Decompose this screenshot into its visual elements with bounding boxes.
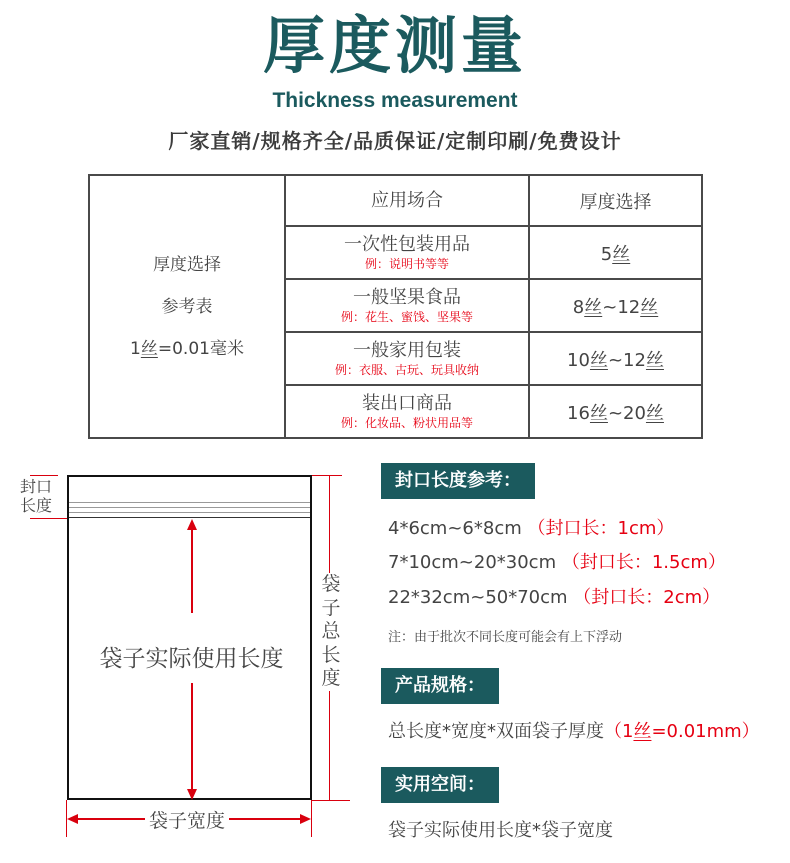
seal-reference-heading: 封口长度参考： bbox=[381, 463, 535, 499]
thickness-min: 10 bbox=[567, 349, 590, 371]
char: 度 bbox=[321, 667, 341, 689]
seal-reference-item bbox=[388, 551, 726, 575]
spec-unit-note bbox=[604, 721, 760, 742]
arrow-right-icon bbox=[300, 814, 311, 824]
product-spec-heading: 产品规格： bbox=[381, 668, 499, 704]
thickness-min: 8 bbox=[572, 296, 585, 318]
unit: 丝 bbox=[645, 402, 664, 424]
application-cell bbox=[285, 226, 529, 279]
char: 子 bbox=[321, 596, 341, 619]
thickness-cell bbox=[529, 279, 702, 332]
actual-length-line-top bbox=[191, 529, 193, 613]
thickness-min: 5 bbox=[600, 243, 613, 265]
unit: 丝 bbox=[633, 721, 652, 742]
seal-reference-item bbox=[388, 586, 720, 610]
actual-length-label: 袋子实际使用长度 bbox=[99, 646, 284, 672]
total-top-guide bbox=[312, 475, 342, 476]
page-title: 厚度测量 bbox=[262, 9, 527, 82]
total-length-label bbox=[318, 573, 344, 691]
product-spec-text bbox=[388, 720, 760, 744]
application-example: 例：化妆品、粉状用品等 bbox=[340, 415, 473, 430]
size-range: 22*32cm~50*70cm bbox=[388, 587, 568, 608]
thickness-max: 20 bbox=[623, 402, 646, 424]
width-right-guide bbox=[311, 800, 312, 837]
column-header-thickness: 厚度选择 bbox=[529, 175, 702, 226]
application-name: 一般坚果食品 bbox=[353, 286, 461, 308]
actual-length-line-bottom bbox=[191, 683, 193, 789]
seal-reference-item bbox=[388, 517, 674, 541]
unit-note-open: （1 bbox=[604, 721, 634, 742]
unit: 丝 bbox=[589, 349, 608, 371]
spec-formula: 总长度*宽度*双面袋子厚度 bbox=[388, 721, 604, 742]
range-sep: ~ bbox=[602, 296, 618, 318]
application-example: 例：衣服、古玩、玩具收纳 bbox=[334, 362, 479, 377]
thickness-max: 12 bbox=[617, 296, 641, 318]
thickness-max: 12 bbox=[623, 349, 646, 371]
range-sep: ~ bbox=[607, 349, 624, 371]
application-name: 装出口商品 bbox=[362, 392, 452, 414]
char: 长 bbox=[321, 643, 341, 666]
seal-length: （封口长：1cm） bbox=[527, 518, 675, 539]
left-cell-line1: 厚度选择 bbox=[153, 254, 221, 275]
application-cell bbox=[285, 279, 529, 332]
seal-top-guide bbox=[30, 475, 58, 476]
thickness-table bbox=[88, 174, 703, 439]
application-cell bbox=[285, 332, 529, 385]
thickness-cell bbox=[529, 385, 702, 438]
seal-bottom-line bbox=[69, 517, 310, 518]
total-bottom-guide bbox=[312, 800, 350, 801]
seal-note: 注：由于批次不同长度可能会有上下浮动 bbox=[388, 630, 623, 645]
table-left-cell bbox=[89, 175, 285, 438]
column-header-application: 应用场合 bbox=[285, 175, 529, 226]
left-cell-line3 bbox=[90, 328, 284, 370]
unit: 丝 bbox=[640, 296, 659, 318]
slogan: 厂家直销/规格齐全/品质保证/定制印刷/免费设计 bbox=[168, 129, 622, 153]
range-sep: ~ bbox=[607, 402, 624, 424]
char: 总 bbox=[321, 620, 341, 642]
application-name: 一般家用包装 bbox=[353, 339, 461, 361]
size-range: 7*10cm~20*30cm bbox=[388, 552, 557, 573]
seal-label-line1: 封口 bbox=[20, 477, 53, 496]
width-label: 袋子宽度 bbox=[145, 806, 229, 833]
zipper-line bbox=[69, 502, 310, 503]
unit: 丝 bbox=[612, 243, 631, 265]
unit: 丝 bbox=[589, 402, 608, 424]
char: 袋 bbox=[321, 573, 341, 595]
rest: =0.01毫米 bbox=[157, 338, 244, 359]
seal-length-label bbox=[20, 477, 60, 515]
unit: 丝 bbox=[140, 338, 158, 359]
left-cell-line2: 参考表 bbox=[161, 296, 213, 317]
arrow-down-icon bbox=[187, 789, 197, 800]
application-example: 例：说明书等等 bbox=[364, 256, 449, 271]
application-name: 一次性包装用品 bbox=[344, 233, 470, 255]
thickness-min: 16 bbox=[567, 402, 590, 424]
seal-length: （封口长：2cm） bbox=[573, 587, 721, 608]
unit: 丝 bbox=[584, 296, 603, 318]
seal-length: （封口长：1.5cm） bbox=[561, 552, 726, 573]
num: 1 bbox=[130, 338, 141, 359]
page-subtitle: Thickness measurement bbox=[272, 89, 518, 112]
seal-bottom-guide bbox=[30, 518, 68, 519]
application-example: 例：花生、蜜饯、坚果等 bbox=[340, 309, 473, 324]
unit-note-rest: =0.01mm） bbox=[651, 721, 760, 742]
seal-label-line2: 长度 bbox=[20, 496, 53, 515]
size-range: 4*6cm~6*8cm bbox=[388, 518, 522, 539]
usable-space-heading: 实用空间： bbox=[381, 767, 499, 803]
thickness-cell bbox=[529, 226, 702, 279]
thickness-cell bbox=[529, 332, 702, 385]
application-cell bbox=[285, 385, 529, 438]
zipper-line bbox=[69, 512, 310, 513]
usable-space-text: 袋子实际使用长度*袋子宽度 bbox=[388, 820, 613, 841]
zipper-line bbox=[69, 507, 310, 508]
unit: 丝 bbox=[645, 349, 664, 371]
